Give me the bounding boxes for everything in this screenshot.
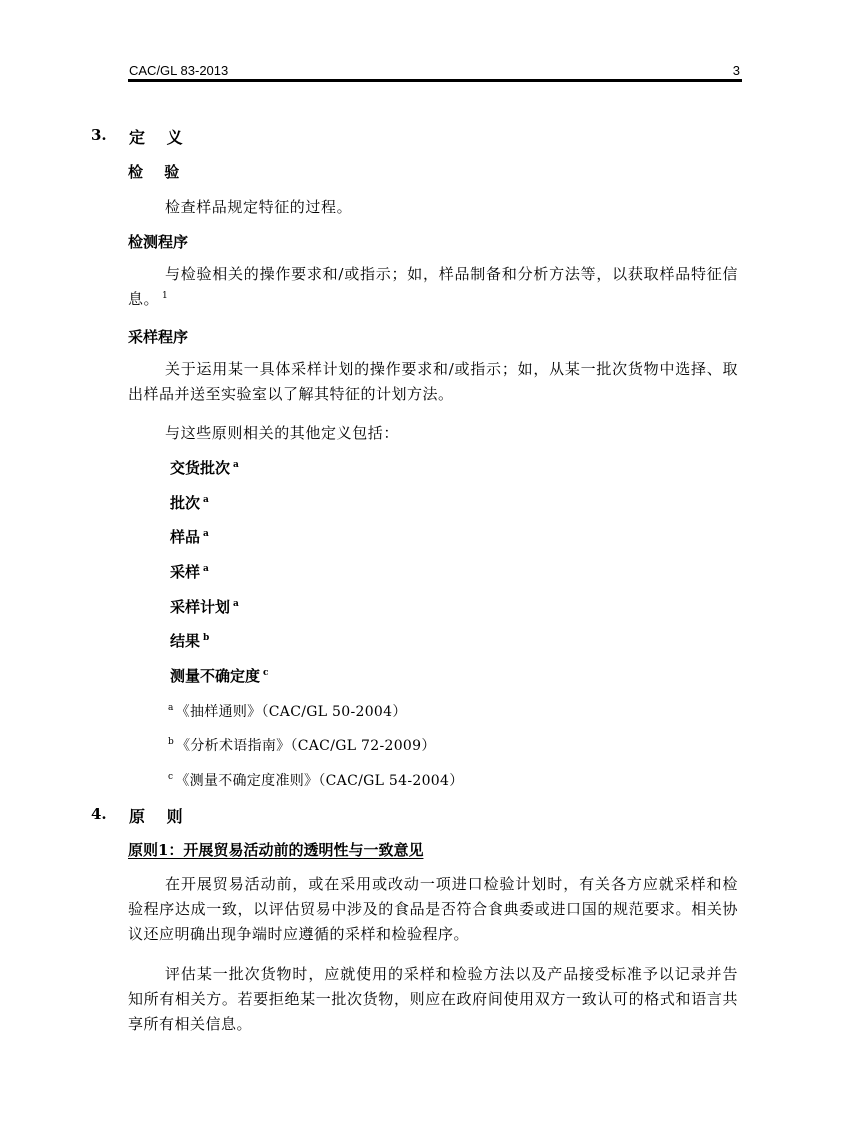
definition-sampling-procedure: 关于运用某一具体采样计划的操作要求和/或指示；如，从某一批次货物中选择、取出样品并送至实验室以了解其特征的计划方法。 xyxy=(128,360,738,403)
document-code: CAC/GL 83-2013 xyxy=(129,63,229,78)
definition-item-label: 采样 xyxy=(170,563,201,581)
source-text: 《测量不确定度准则》（CAC/GL 54-2004） xyxy=(175,773,464,789)
principle-1-title: 原则1：开展贸易活动前的透明性与一致意见 xyxy=(128,841,424,859)
definition-inspection: 检查样品规定特征的过程。 xyxy=(165,198,353,216)
definition-item-ref: c xyxy=(263,668,269,678)
definition-item-label: 交货批次 xyxy=(170,459,231,477)
source-text: 《抽样通则》（CAC/GL 50-2004） xyxy=(175,704,407,720)
other-definitions-intro: 与这些原则相关的其他定义包括： xyxy=(165,424,400,442)
definition-testing-procedure xyxy=(128,262,738,312)
definition-item-label: 结果 xyxy=(170,632,201,650)
definition-item xyxy=(170,665,269,686)
principle-1-paragraph-1: 在开展贸易活动前，或在采用或改动一项进口检验计划时，有关各方应就采样和检验程序达成一致，以评估贸易中涉及的食品是否符合食典委或进口国的规范要求。相关协议还应明确出现争端时应遵循的采样和检验程序。 xyxy=(128,875,738,943)
definition-item xyxy=(170,457,239,478)
definition-item xyxy=(170,630,209,651)
source-mark: b xyxy=(168,737,175,747)
definition-item-ref: a xyxy=(233,460,239,470)
source-mark: c xyxy=(168,772,174,782)
definition-testing-procedure-text: 与检验相关的操作要求和/或指示；如，样品制备和分析方法等，以获取样品特征信息。 xyxy=(128,265,738,308)
source-text: 《分析术语指南》（CAC/GL 72-2009） xyxy=(176,738,436,754)
definition-item-label: 测量不确定度 xyxy=(170,667,261,685)
definition-item-label: 样品 xyxy=(170,528,201,546)
source-note xyxy=(168,770,464,790)
definition-item-ref: a xyxy=(233,599,239,609)
header-rule xyxy=(128,79,742,82)
term-inspection: 检 验 xyxy=(128,163,188,181)
term-testing-procedure: 检测程序 xyxy=(128,233,189,251)
definition-item xyxy=(170,596,239,617)
source-mark: a xyxy=(168,703,174,713)
principle-1-paragraph-2: 评估某一批次货物时，应就使用的采样和检验方法以及产品接受标准予以记录并告知所有相关方。若要拒绝某一批次货物，则应在政府间使用双方一致认可的格式和语言共享所有相关信息。 xyxy=(128,965,738,1033)
footnote-ref-1: 1 xyxy=(162,291,169,301)
definition-item-label: 采样计划 xyxy=(170,598,231,616)
definition-item-ref: b xyxy=(203,633,210,643)
definition-item-ref: a xyxy=(203,495,209,505)
section-3-number: 3. xyxy=(91,126,107,144)
term-sampling-procedure: 采样程序 xyxy=(128,328,189,346)
source-note xyxy=(168,701,407,721)
definition-item xyxy=(170,492,209,513)
definition-item-label: 批次 xyxy=(170,494,201,512)
section-4-number: 4. xyxy=(91,805,107,823)
definition-item xyxy=(170,561,209,582)
definition-item-ref: a xyxy=(203,564,209,574)
page-number: 3 xyxy=(732,63,740,78)
section-4-title: 原 则 xyxy=(129,807,191,826)
source-note xyxy=(168,735,436,755)
definition-item xyxy=(170,526,209,547)
section-3-title: 定 义 xyxy=(129,128,191,147)
definition-item-ref: a xyxy=(203,529,209,539)
